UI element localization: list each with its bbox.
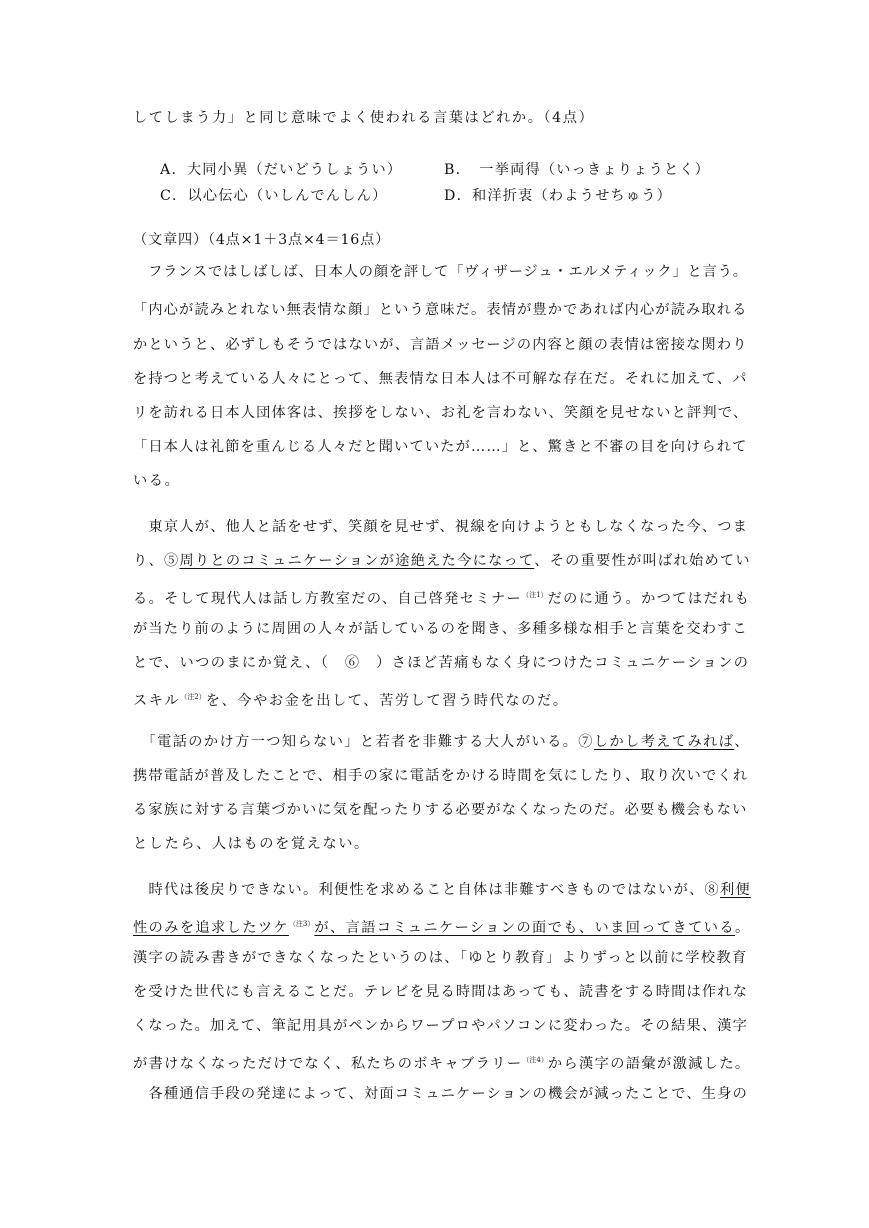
paragraph-2-line xyxy=(133,653,750,673)
option-b: B． 一挙両得（いっきょりょうとく） xyxy=(444,162,711,178)
paragraph-4-line: くなった。加えて、筆記用具がペンからワープロやパソコンに変わった。その結果、漢字 xyxy=(133,1018,749,1034)
text-run: スキル xyxy=(133,693,181,709)
text-run: を、今やお金を出して、苦労して習う時代なのだ。 xyxy=(205,693,569,709)
paragraph-2-line: が当たり前のように周囲の人々が話しているのを聞き、多種多様な相手と言葉を交わすこ xyxy=(133,621,748,637)
text-run: さほど苦痛もなく身につけたコミュニケーションの xyxy=(391,655,750,671)
paragraph-4-line: を受けた世代にも言えることだ。テレビを見る時間はあっても、読書をする時間は作れな xyxy=(133,984,749,1000)
paragraph-1-line: 「内心が読みとれない無表情な顔」という意味だ。表情が豊かであれば内心が読み取れる xyxy=(133,302,748,318)
paragraph-4-line xyxy=(133,914,751,938)
underlined-phrase-5: 周りとのコミュニケーションが途絶えた今になって xyxy=(179,553,535,569)
question-stem: してしまう力」と同じ意味でよく使われる言葉はどれか。（4点） xyxy=(133,110,595,126)
text-run: 、その重要性が叫ばれ始めてい xyxy=(534,553,751,569)
paragraph-3-line xyxy=(133,732,750,752)
text-run: から漢字の語彙が激減した。 xyxy=(547,1056,751,1072)
footnote-marker-1: （注1） xyxy=(522,591,548,599)
paragraph-4-line: 漢字の読み書きができなくなったというのは、「ゆとり教育」よりずっと以前に学校教育 xyxy=(133,950,748,966)
footnote-marker-3: （注3） xyxy=(288,920,315,928)
text-run: 。 xyxy=(734,920,751,936)
section-header: （文章四）（4点×1＋3点×4＝16点） xyxy=(133,232,391,248)
paragraph-1-line: フランスではしばしば、日本人の顔を評して「ヴィザージュ・エルメティック」と言う。 xyxy=(133,264,748,280)
paragraph-1-line: いる。 xyxy=(133,473,181,489)
paragraph-3-line: る家族に対する言葉づかいに気を配ったりする必要がなくなったのだ。必要も機会もない xyxy=(133,802,748,818)
text-run: だのに通う。かつてはだれも xyxy=(547,591,751,607)
underlined-phrase-7: しかし考えてみれば xyxy=(593,734,735,750)
paragraph-1-line: 「日本人は礼節を重んじる人々だと聞いていたが……」と、驚きと不審の目を向けられて xyxy=(133,439,748,455)
text-run: 「電話のかけ方一つ知らない」と若者を非難する大人がいる。⑦ xyxy=(133,734,594,750)
paragraph-2-line xyxy=(133,687,745,711)
paragraph-4-line xyxy=(133,880,751,900)
underlined-phrase-8: 性のみを追求したツケ xyxy=(133,920,289,936)
footnote-marker-2: （注2） xyxy=(180,693,206,701)
paragraph-3-line: としたら、人はものを覚えない。 xyxy=(133,836,370,852)
text-run: 、 xyxy=(734,734,750,750)
paragraph-5-line: 各種通信手段の発達によって、対面コミュニケーションの機会が減ったことで、生身の xyxy=(133,1086,749,1102)
text-run: とで、いつのまにか覚え、（ ⑥ ） xyxy=(133,655,392,671)
option-a: A．大同小異（だいどうしょうい） xyxy=(160,162,403,178)
paragraph-1-line: を持つと考えている人々にとって、無表情な日本人は不可解な存在だ。それに加えて、パ xyxy=(133,371,748,387)
text-run: 時代は後戻りできない。利便性を求めること自体は非難すべきものではないが、⑧ xyxy=(133,882,720,898)
paragraph-2-line xyxy=(133,585,751,609)
option-d: D．和洋折衷（わようせちゅう） xyxy=(444,188,673,204)
paragraph-3-line: 携帯電話が普及したことで、相手の家に電話をかける時間を気にしたり、取り次いでくれ xyxy=(133,768,749,784)
paragraph-1-line: リを訪れる日本人団体客は、挨拶をしない、お礼を言わない、笑顔を見せないと評判で、 xyxy=(133,405,749,421)
paragraph-2-line: 東京人が、他人と話をせず、笑顔を見せず、視線を向けようともしなくなった今、つま xyxy=(133,519,749,535)
option-c: C．以心伝心（いしんでんしん） xyxy=(160,188,388,204)
text-run: る。そして現代人は話し方教室だの、自己啓発セミナー xyxy=(133,591,523,607)
footnote-marker-4: （注4） xyxy=(522,1056,548,1064)
paragraph-2-line xyxy=(133,551,751,571)
text-run: り、⑤ xyxy=(133,553,180,569)
text-run: が書けなくなっただけでなく、私たちのボキャブラリー xyxy=(133,1056,523,1072)
paragraph-4-line xyxy=(133,1050,751,1074)
paragraph-1-line: かというと、必ずしもそうではないが、言語メッセージの内容と顔の表情は密接な関わり xyxy=(133,337,748,353)
underlined-phrase-8: 利便 xyxy=(719,882,751,898)
underlined-phrase-8: が、言語コミュニケーションの面でも、いま回ってきている xyxy=(314,920,735,936)
